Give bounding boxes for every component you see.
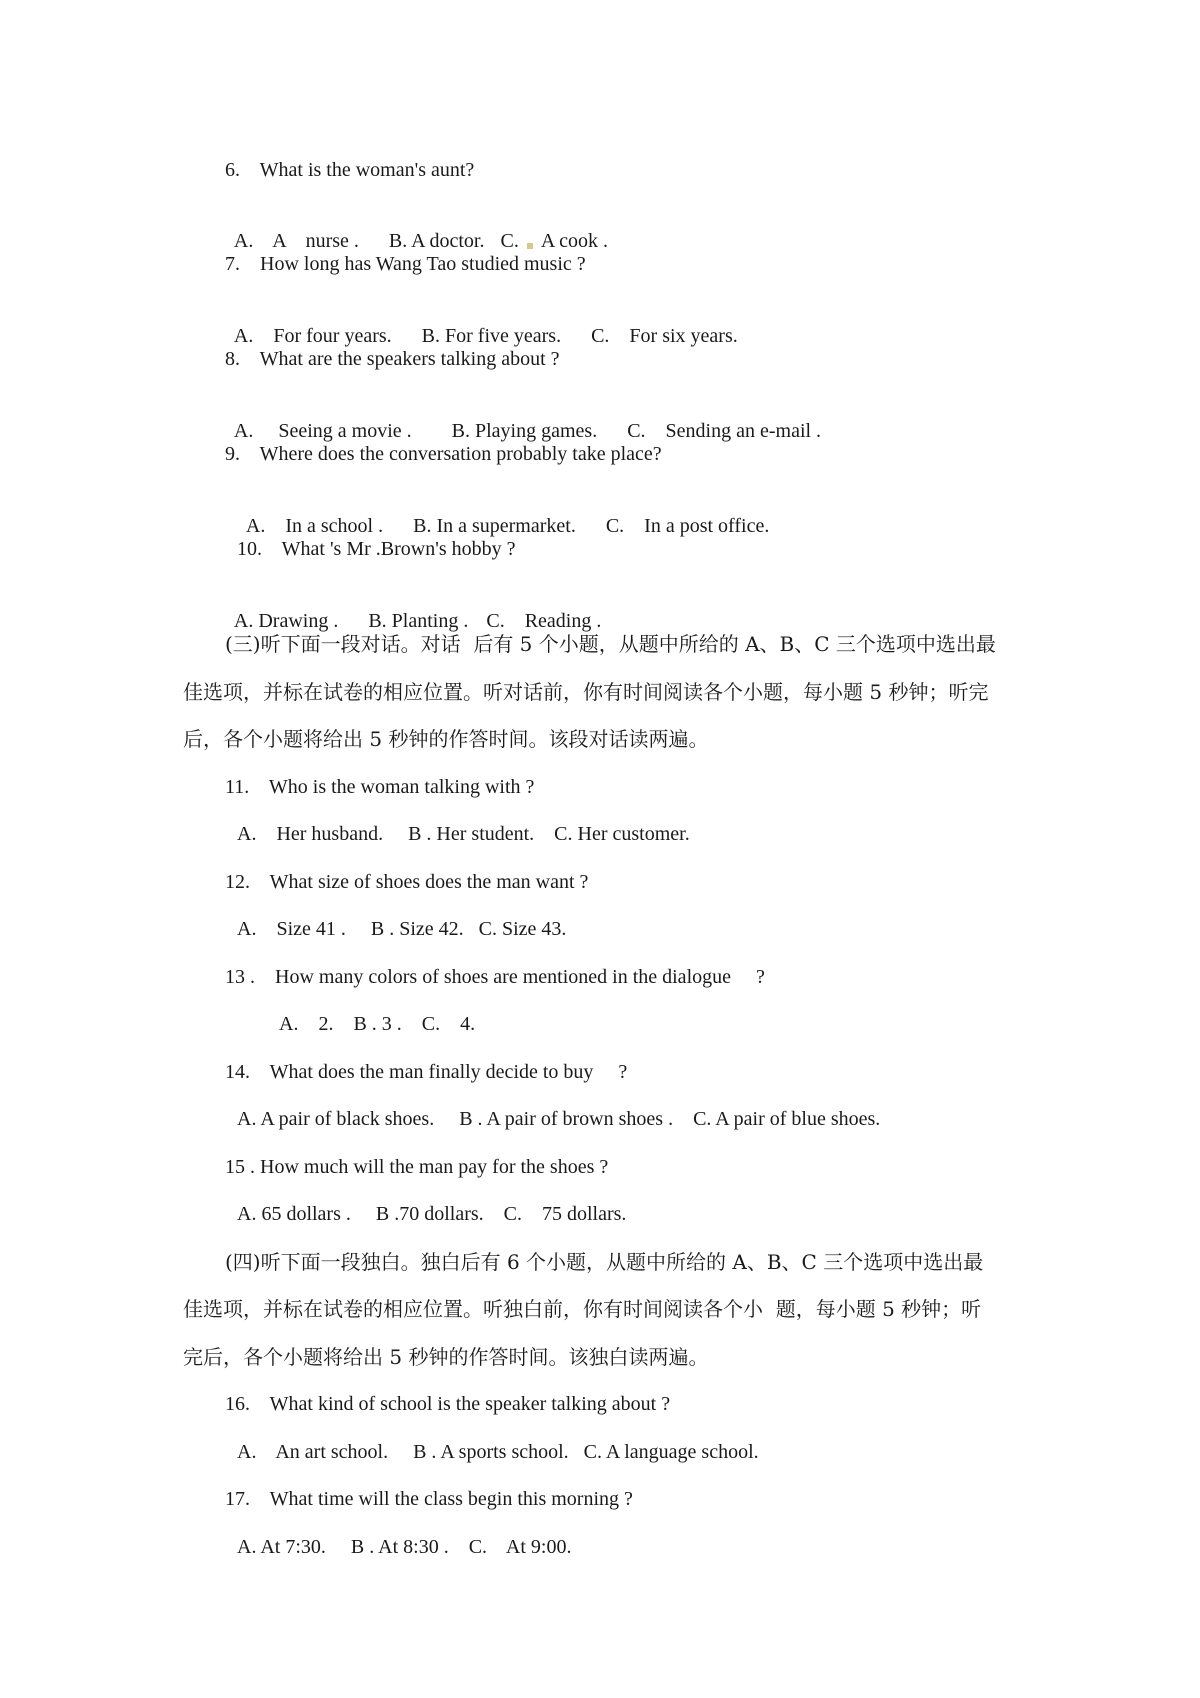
option-b: B. Planting . <box>368 610 469 632</box>
question-17-options: A. At 7:30. B . At 8:30 . C. At 9:00. <box>237 1536 572 1558</box>
question-14-options: A. A pair of black shoes. B . A pair of brown shoes . C. A pair of blue shoes. <box>237 1108 881 1130</box>
question-6: 6. What is the woman's aunt? <box>225 159 475 181</box>
section-3-instructions-line-2: 佳选项，并标在试卷的相应位置。听对话前，你有时间阅读各个小题，每小题 5 秒钟；听完 <box>183 680 989 704</box>
question-17: 17. What time will the class begin this morning ? <box>225 1488 633 1510</box>
option-a: A. A nurse . <box>233 230 359 252</box>
question-8-options <box>225 395 821 443</box>
question-8: 8. What are the speakers talking about ? <box>225 348 560 370</box>
stray-mark-icon <box>527 243 533 249</box>
question-7: 7. How long has Wang Tao studied music ? <box>225 253 586 275</box>
question-12-options: A. Size 41 . B . Size 42. C. Size 43. <box>237 918 567 940</box>
option-a: A. In a school . <box>245 515 384 537</box>
option-a: A. For four years. <box>233 325 392 347</box>
option-a: A. Drawing . <box>233 610 339 632</box>
question-15: 15 . How much will the man pay for the shoes ? <box>225 1156 609 1178</box>
question-11: 11. Who is the woman talking with ? <box>225 776 535 798</box>
option-b: B. Playing games. <box>451 420 598 442</box>
section-4-instructions-line-2: 佳选项，并标在试卷的相应位置。听独白前，你有时间阅读各个小 题，每小题 5 秒钟；听 <box>183 1297 982 1321</box>
option-c: A cook . <box>540 230 609 252</box>
option-c-label: C. <box>500 230 519 252</box>
section-3-instructions-line-3: 后，各个小题将给出 5 秒钟的作答时间。该段对话读两遍。 <box>183 727 709 751</box>
question-14: 14. What does the man finally decide to buy ? <box>225 1061 628 1083</box>
option-b: B. A doctor. <box>388 230 485 252</box>
question-11-options: A. Her husband. B . Her student. C. Her customer. <box>237 823 690 845</box>
question-16-options: A. An art school. B . A sports school. C. A language school. <box>237 1441 759 1463</box>
option-c: C. In a post office. <box>605 515 770 537</box>
question-7-options <box>225 300 738 348</box>
section-4-instructions-line-1: (四)听下面一段独白。独白后有 6 个小题，从题中所给的 A、B、C 三个选项中选出最 <box>225 1250 984 1274</box>
question-15-options: A. 65 dollars . B .70 dollars. C. 75 dollars. <box>237 1203 627 1225</box>
option-a: A. Seeing a movie . <box>233 420 412 442</box>
question-13: 13 . How many colors of shoes are mentioned in the dialogue ? <box>225 966 765 988</box>
option-b: B. For five years. <box>421 325 562 347</box>
section-4-instructions-line-3: 完后，各个小题将给出 5 秒钟的作答时间。该独白读两遍。 <box>183 1345 709 1369</box>
question-10: 10. What 's Mr .Brown's hobby ? <box>237 538 516 560</box>
question-9: 9. Where does the conversation probably take place? <box>225 443 662 465</box>
option-c: C. Reading . <box>486 610 602 632</box>
question-6-options <box>225 205 608 253</box>
option-b: B. In a supermarket. <box>413 515 576 537</box>
question-9-options <box>237 490 769 538</box>
question-16: 16. What kind of school is the speaker talking about ? <box>225 1393 671 1415</box>
option-c: C. For six years. <box>591 325 738 347</box>
question-12: 12. What size of shoes does the man want ? <box>225 871 589 893</box>
question-13-options: A. 2. B . 3 . C. 4. <box>279 1013 476 1035</box>
section-3-instructions-line-1: (三)听下面一段对话。对话 后有 5 个小题，从题中所给的 A、B、C 三个选项中选出最 <box>225 632 996 656</box>
option-c: C. Sending an e-mail . <box>627 420 822 442</box>
question-10-options <box>225 585 601 633</box>
